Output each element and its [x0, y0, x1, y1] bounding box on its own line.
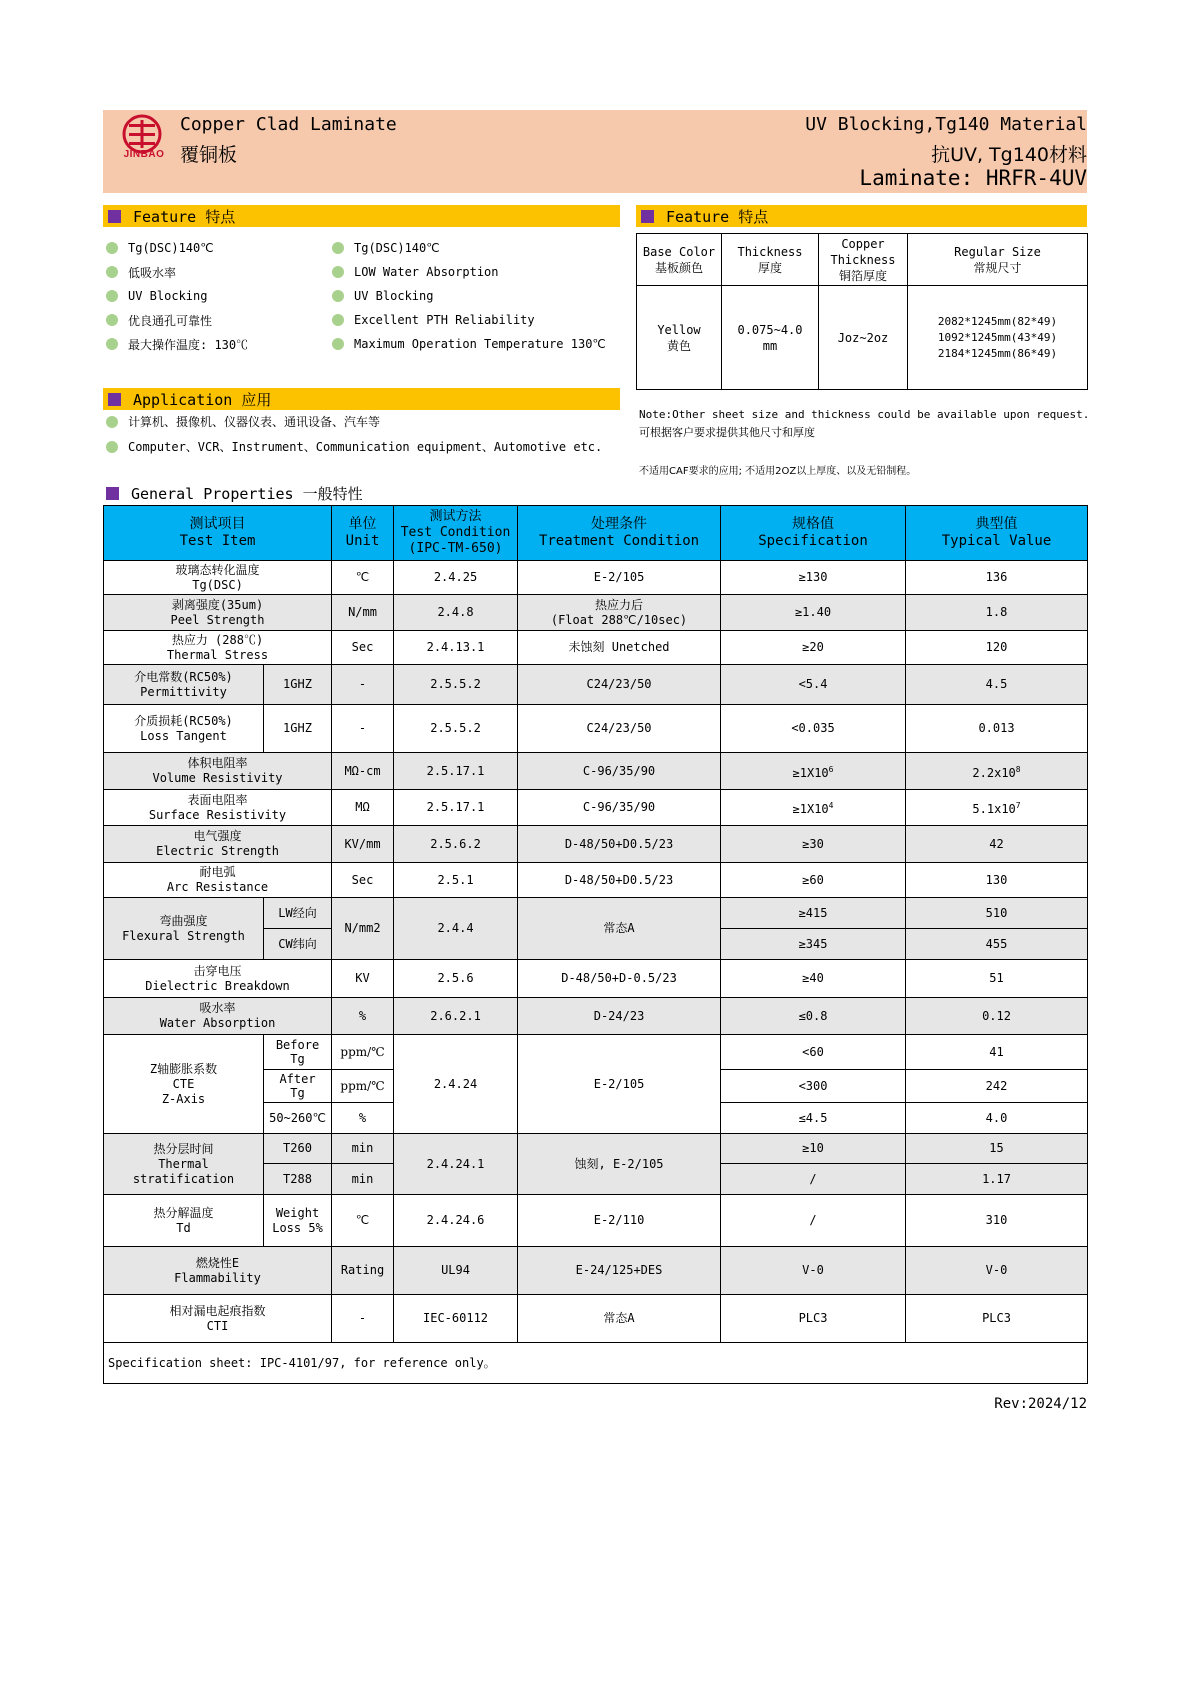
col-method: 测试方法 Test Condition (IPC-TM-650) [394, 506, 518, 561]
application-bar [103, 388, 620, 410]
bullet-dot-icon [332, 266, 344, 278]
bullet-dot-icon [106, 441, 118, 453]
bullet-dot-icon [332, 314, 344, 326]
size-table-header [637, 234, 1088, 286]
size-value: 2082*1245mm(82*49) 1092*1245mm(43*49) 2184*1245mm(86*49) [908, 286, 1088, 390]
col-unit: 单位 Unit [332, 506, 394, 561]
bullet-dot-icon [332, 290, 344, 302]
feature-item: Tg(DSC)140℃ [332, 236, 606, 260]
copper-header: Copper Thickness 铜箔厚度 [819, 234, 908, 286]
bullet-square-icon [108, 210, 121, 223]
table-row: 热分解温度 Td Weight Loss 5% ℃ 2.4.24.6 E-2/110 / 310 [104, 1195, 1088, 1247]
thickness-header: Thickness 厚度 [722, 234, 819, 286]
general-title-bar [106, 482, 363, 504]
table-row: Z轴膨胀系数 CTE Z-Axis Before Tg ppm/℃ 2.4.24 E-2/105 <60 41 [104, 1035, 1088, 1070]
general-title: General Properties 一般特性 [131, 484, 363, 503]
table-row: 吸水率 Water Absorption % 2.6.2.1 D-24/23 ≤0.8 0.12 [104, 998, 1088, 1035]
material-title: UV Blocking,Tg140 Material [805, 114, 1087, 135]
thickness-value: 0.075~4.0 mm [722, 286, 819, 390]
caf-note: 不适用CAF要求的应用; 不适用2OZ以上厚度、以及无铅制程。 [639, 466, 917, 477]
bullet-dot-icon [106, 266, 118, 278]
feature-item: 低吸水率 [106, 260, 248, 284]
col-treatment: 处理条件 Treatment Condition [518, 506, 721, 561]
feature-item: 优良通孔可靠性 [106, 308, 248, 332]
table-row: 热分层时间 Thermal stratification T260 min 2.4.24.1 蚀刻, E-2/105 ≥10 15 [104, 1134, 1088, 1164]
feature-title: Feature 特点 [666, 207, 769, 226]
feature-bar-left [103, 205, 620, 227]
table-row: 击穿电压 Dielectric Breakdown KV 2.5.6 D-48/50+D-0.5/23 ≥40 51 [104, 960, 1088, 998]
table-row: 相对漏电起痕指数 CTI - IEC-60112 常态A PLC3 PLC3 [104, 1295, 1088, 1343]
bullet-dot-icon [332, 338, 344, 350]
table-row: 热应力 (288℃) Thermal Stress Sec 2.4.13.1 未蚀刻 Unetched ≥20 120 [104, 631, 1088, 665]
table-row: After Tg ppm/℃ <300 242 [104, 1070, 1088, 1103]
bullet-dot-icon [106, 290, 118, 302]
title-en: Copper Clad Laminate [180, 114, 397, 135]
table-row: 表面电阻率 Surface Resistivity MΩ 2.5.17.1 C-96/35/90 $\ge 1X10^4$ $5.1x10^7$ [104, 790, 1088, 826]
bullet-dot-icon [332, 242, 344, 254]
copper-value: Joz~2oz [819, 286, 908, 390]
feature-item: UV Blocking [106, 284, 248, 308]
material-title-cn: 抗UV, Tg140材料 [931, 144, 1087, 166]
bullet-square-icon [641, 210, 654, 223]
table-row: 耐电弧 Arc Resistance Sec 2.5.1 D-48/50+D0.5/23 ≥60 130 [104, 863, 1088, 898]
logo-text: JINBAO [123, 149, 165, 160]
base-color-header: Base Color 基板颜色 [637, 234, 722, 286]
table-row: 燃烧性E Flammability Rating UL94 E-24/125+DES V-0 V-0 [104, 1247, 1088, 1295]
bullet-dot-icon [106, 242, 118, 254]
properties-table [103, 505, 1088, 1384]
feature-item: UV Blocking [332, 284, 606, 308]
table-row: 玻璃态转化温度 Tg(DSC) ℃ 2.4.25 E-2/105 ≥130 136 [104, 561, 1088, 595]
laminate-name: Laminate: HRFR-4UV [859, 166, 1087, 190]
table-row: 介电常数(RC50%) Permittivity 1GHZ - 2.5.5.2 C24/23/50 <5.4 4.5 [104, 665, 1088, 705]
bullet-dot-icon [106, 338, 118, 350]
application-item: Computer、VCR、Instrument、Communication equipment、Automotive etc. [106, 434, 602, 459]
base-color-value: Yellow 黄色 [637, 286, 722, 390]
col-typical: 典型值 Typical Value [906, 506, 1088, 561]
feature-list-cn [106, 236, 248, 356]
application-item: 计算机、摄像机、仪器仪表、通讯设备、汽车等 [106, 409, 602, 434]
table-row: 50~260℃ % ≤4.5 4.0 [104, 1103, 1088, 1134]
size-table [636, 233, 1088, 390]
table-row: T288 min / 1.17 [104, 1164, 1088, 1195]
feature-item: LOW Water Absorption [332, 260, 606, 284]
table-row: 介质损耗(RC50%) Loss Tangent 1GHZ - 2.5.5.2 C24/23/50 <0.035 0.013 [104, 705, 1088, 753]
feature-list-en [332, 236, 606, 356]
feature-item: 最大操作温度: 130℃ [106, 332, 248, 356]
feature-item: Tg(DSC)140℃ [106, 236, 248, 260]
spec-sheet-note: Specification sheet: IPC-4101/97, for reference only。 [104, 1343, 1088, 1384]
table-row: 弯曲强度 Flexural Strength LW经向 N/mm2 2.4.4 常态A ≥415 510 [104, 898, 1088, 929]
feature-bar-right [636, 205, 1087, 227]
col-test-item: 测试项目 Test Item [104, 506, 332, 561]
title-cn: 覆铜板 [180, 144, 238, 166]
table-row: 电气强度 Electric Strength KV/mm 2.5.6.2 D-48/50+D0.5/23 ≥30 42 [104, 826, 1088, 863]
table-header-row [104, 506, 1088, 561]
col-spec: 规格值 Specification [721, 506, 906, 561]
bullet-dot-icon [106, 416, 118, 428]
table-row: 体积电阻率 Volume Resistivity MΩ-cm 2.5.17.1 C-96/35/90 $\ge 1X10^6$ $2.2x10^8$ [104, 753, 1088, 790]
application-title: Application 应用 [133, 390, 272, 409]
feature-item: Excellent PTH Reliability [332, 308, 606, 332]
size-table-row [637, 286, 1088, 390]
size-header: Regular Size 常规尺寸 [908, 234, 1088, 286]
table-row: 剥离强度(35um) Peel Strength N/mm 2.4.8 热应力后 (Float 288℃/10sec) ≥1.40 1.8 [104, 595, 1088, 631]
revision: Rev:2024/12 [994, 1396, 1087, 1412]
application-list [106, 409, 602, 459]
feature-title: Feature 特点 [133, 207, 236, 226]
size-note-en: Note:Other sheet size and thickness could be available upon request. [639, 408, 1090, 421]
bullet-square-icon [108, 393, 121, 406]
size-note-cn: 可根据客户要求提供其他尺寸和厚度 [639, 426, 815, 439]
table-footer-row [104, 1343, 1088, 1384]
table-row: CW纬向 ≥345 455 [104, 929, 1088, 960]
bullet-dot-icon [106, 314, 118, 326]
feature-item: Maximum Operation Temperature 130℃ [332, 332, 606, 356]
bullet-square-icon [106, 487, 119, 500]
